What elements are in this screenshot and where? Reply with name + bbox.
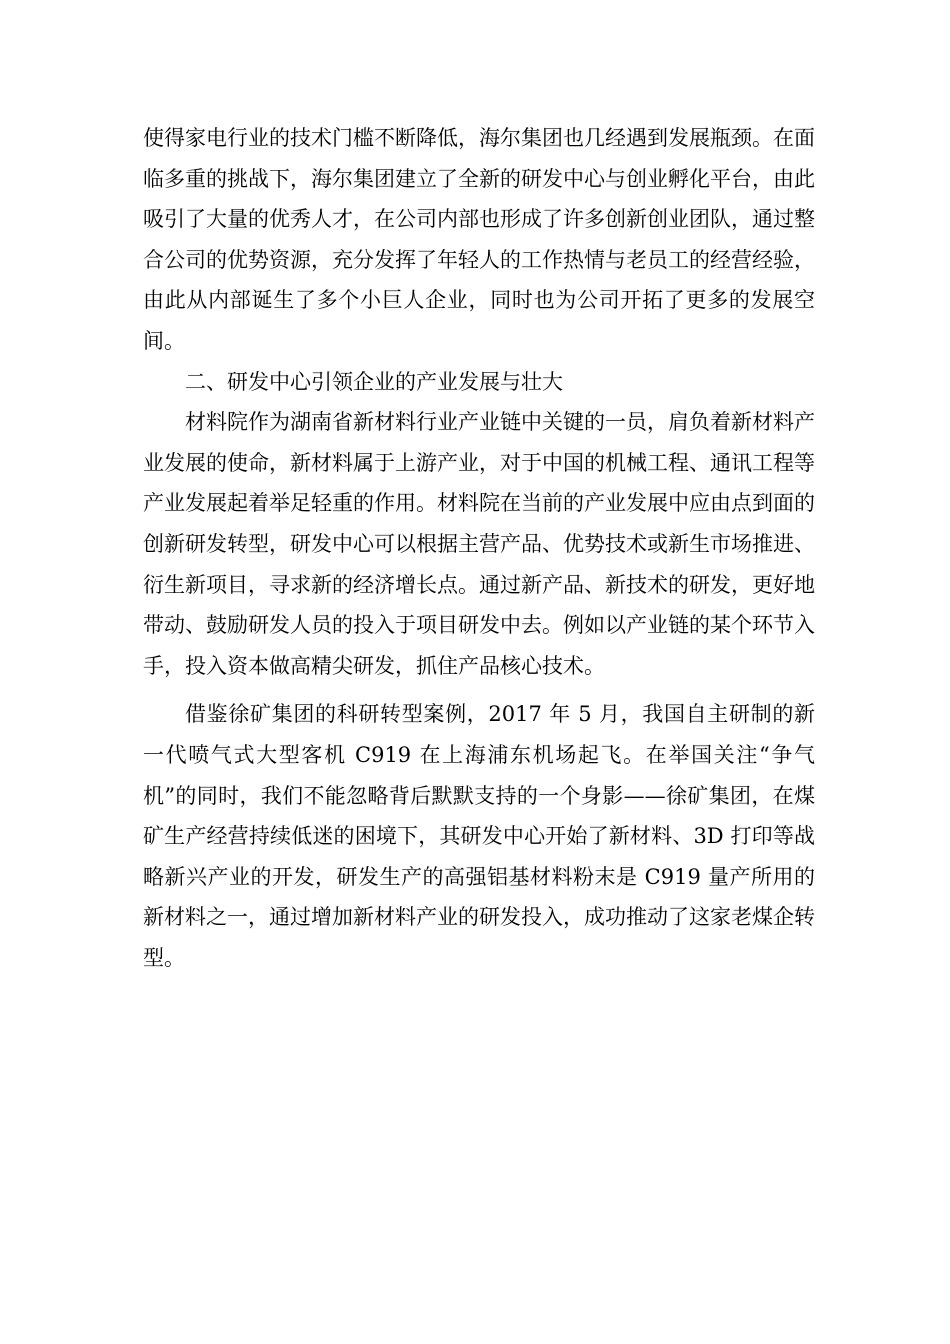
paragraph-xukuang-case: 借鉴徐矿集团的科研转型案例，2017 年 5 月，我国自主研制的新一代喷气式大型客机 C919 在上海浦东机场起飞。在举国关注“争气机”的同时，我们不能忽略背后默默支持的一个身影——徐矿集团，在煤矿生产经营持续低迷的困境下，其研发中心开始了新材料、3D 打印等战略新兴产业的开发，研发生产的高强铝基材料粉末是 C919 量产所用的新材料之一，通过增加新材料产业的研发投入，成功推动了这家老煤企转型。	[143, 702, 815, 970]
paragraph-continuation: 使得家电行业的技术门槛不断降低，海尔集团也几经遇到发展瓶颈。在面临多重的挑战下，海尔集团建立了全新的研发中心与创业孵化平台，由此吸引了大量的优秀人才，在公司内部也形成了许多创新创业团队，通过整合公司的优势资源，充分发挥了年轻人的工作热情与老员工的经营经验，由此从内部诞生了多个小巨人企业，同时也为公司开拓了更多的发展空间。	[143, 126, 815, 353]
paragraph-materials-institute: 材料院作为湖南省新材料行业产业链中关键的一员，肩负着新材料产业发展的使命，新材料属于上游产业，对于中国的机械工程、通讯工程等产业发展起着举足轻重的作用。材料院在当前的产业发展中应由点到面的创新研发转型，研发中心可以根据主营产品、优势技术或新生市场推进、衍生新项目，寻求新的经济增长点。通过新产品、新技术的研发，更好地带动、鼓励研发人员的投入于项目研发中去。例如以产业链的某个环节入手，投入资本做高精尖研发，抓住产品核心技术。	[143, 410, 815, 678]
section-heading: 二、研发中心引领企业的产业发展与壮大	[185, 369, 563, 394]
document-body	[143, 118, 815, 978]
